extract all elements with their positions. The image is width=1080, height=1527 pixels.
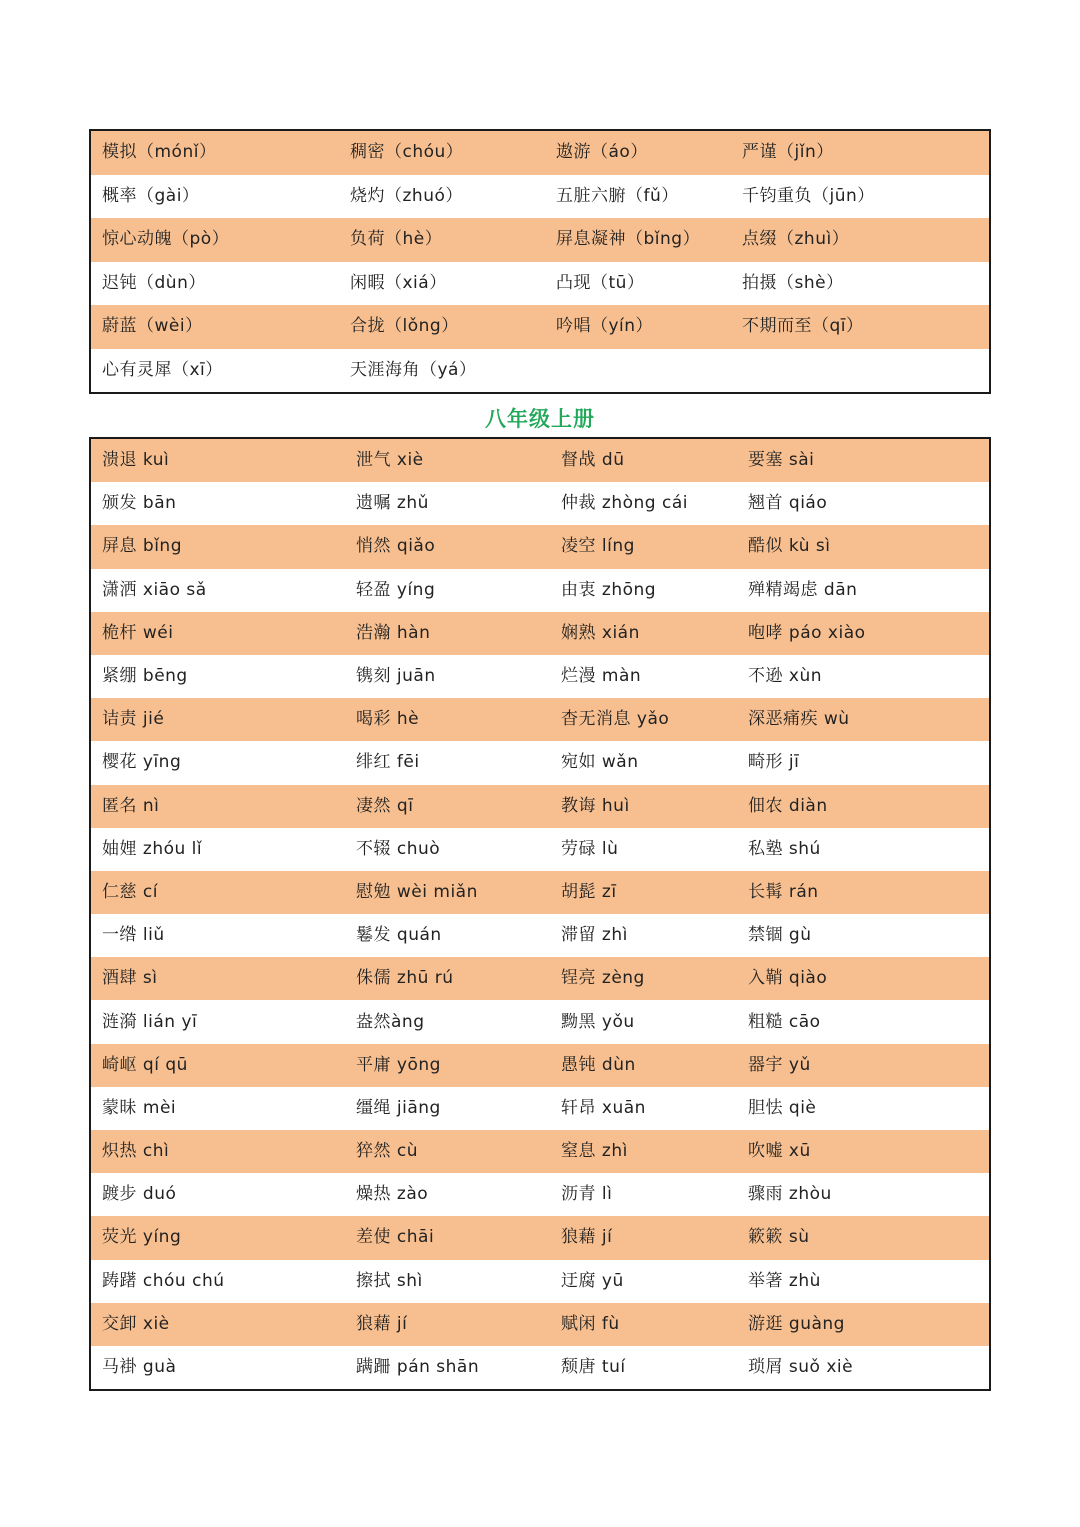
vocab-entry: 点缀（zhuì）	[742, 229, 850, 250]
vocab-entry: 樱花 yīng	[102, 752, 182, 773]
vocab-entry: 长髯 rán	[748, 881, 819, 902]
vocab-entry: 燥热 zào	[356, 1184, 429, 1205]
vocab-entry: 私塾 shú	[748, 838, 821, 859]
vocab-entry: 杳无消息 yǎo	[561, 709, 670, 730]
vocab-entry: 凌空 líng	[561, 536, 635, 557]
vocab-entry: 平庸 yōng	[356, 1054, 441, 1075]
vocab-entry: 轻盈 yíng	[356, 579, 436, 600]
vocab-entry: 佃农 diàn	[748, 795, 828, 816]
vocab-entry: 模拟（mónǐ）	[102, 142, 217, 163]
vocab-entry: 涟漪 lián yī	[102, 1011, 198, 1032]
table-row	[91, 349, 989, 393]
table-row	[91, 1087, 989, 1130]
vocab-entry: 粗糙 cāo	[748, 1011, 821, 1032]
vocab-entry: 擦拭 shì	[356, 1270, 423, 1291]
vocab-entry: 潇洒 xiāo sǎ	[102, 579, 207, 600]
vocab-entry: 不逊 xùn	[748, 666, 823, 687]
vocab-entry: 诘责 jié	[102, 709, 165, 730]
vocab-table-grade7	[89, 129, 991, 394]
table-row	[91, 828, 989, 871]
vocab-entry: 紧绷 bēng	[102, 666, 188, 687]
vocab-entry: 慰勉 wèi miǎn	[356, 881, 478, 902]
vocab-entry: 一绺 liǔ	[102, 925, 165, 946]
vocab-entry: 烂漫 màn	[561, 666, 642, 687]
vocab-entry: 酷似 kù sì	[748, 536, 831, 557]
vocab-entry: 浩瀚 hàn	[356, 622, 431, 643]
vocab-entry: 颓唐 tuí	[561, 1357, 626, 1378]
table-row	[91, 218, 989, 262]
vocab-entry: 由衷 zhōng	[561, 579, 657, 600]
vocab-entry: 要塞 sài	[748, 450, 815, 471]
vocab-entry: 深恶痛疾 wù	[748, 709, 850, 730]
vocab-entry: 侏儒 zhū rú	[356, 968, 454, 989]
table-row	[91, 612, 989, 655]
vocab-entry: 惊心动魄（pò）	[102, 229, 230, 250]
table-row	[91, 785, 989, 828]
vocab-entry: 游逛 guàng	[748, 1313, 845, 1334]
vocab-entry: 赋闲 fù	[561, 1313, 620, 1334]
vocab-entry: 桅杆 wéi	[102, 622, 174, 643]
vocab-table-grade8-vol1	[89, 437, 991, 1391]
vocab-entry: 举箸 zhù	[748, 1270, 821, 1291]
vocab-entry: 滞留 zhì	[561, 925, 628, 946]
vocab-entry: 仁慈 cí	[102, 881, 158, 902]
vocab-entry: 轩昂 xuān	[561, 1097, 646, 1118]
vocab-entry: 闲暇（xiá）	[350, 272, 447, 293]
section-heading-grade8-vol1: 八年级上册	[485, 407, 595, 431]
vocab-entry: 吟唱（yín）	[556, 316, 654, 337]
vocab-entry: 教诲 huì	[561, 795, 630, 816]
table-row	[91, 262, 989, 306]
vocab-entry: 合拢（lǒng）	[350, 316, 459, 337]
vocab-entry: 凸现（tū）	[556, 272, 645, 293]
vocab-entry: 禁锢 gù	[748, 925, 812, 946]
vocab-entry: 胆怯 qiè	[748, 1097, 817, 1118]
vocab-entry: 炽热 chì	[102, 1141, 170, 1162]
vocab-entry: 仲裁 zhòng cái	[561, 493, 688, 514]
vocab-entry: 胡髭 zī	[561, 881, 617, 902]
vocab-entry: 鬈发 quán	[356, 925, 442, 946]
table-row	[91, 1260, 989, 1303]
vocab-entry: 崎岖 qí qū	[102, 1054, 188, 1075]
vocab-entry: 猝然 cù	[356, 1141, 419, 1162]
vocab-entry: 宛如 wǎn	[561, 752, 639, 773]
vocab-entry: 不期而至（qī）	[742, 316, 864, 337]
vocab-entry: 泄气 xiè	[356, 450, 424, 471]
vocab-entry: 稠密（chóu）	[350, 142, 464, 163]
vocab-entry: 入鞘 qiào	[748, 968, 828, 989]
vocab-entry: 屏息 bǐng	[102, 536, 182, 557]
table-row	[91, 1216, 989, 1259]
table-row	[91, 175, 989, 219]
vocab-entry: 绯红 fēi	[356, 752, 420, 773]
vocab-entry: 马褂 guà	[102, 1357, 177, 1378]
table-row	[91, 655, 989, 698]
vocab-entry: 概率（gài）	[102, 185, 200, 206]
vocab-entry: 天涯海角（yá）	[350, 359, 477, 380]
vocab-entry: 溃退 kuì	[102, 450, 170, 471]
vocab-entry: 缰绳 jiāng	[356, 1097, 441, 1118]
vocab-entry: 狼藉 jí	[561, 1227, 613, 1248]
vocab-entry: 千钧重负（jūn）	[742, 185, 875, 206]
vocab-entry: 妯娌 zhóu lǐ	[102, 838, 203, 859]
vocab-entry: 镌刻 juān	[356, 666, 436, 687]
vocab-entry: 器宇 yǔ	[748, 1054, 811, 1075]
vocab-entry: 迂腐 yū	[561, 1270, 624, 1291]
vocab-entry: 吹嘘 xū	[748, 1141, 811, 1162]
table-row	[91, 871, 989, 914]
vocab-entry: 翘首 qiáo	[748, 493, 828, 514]
vocab-entry: 心有灵犀（xī）	[102, 359, 223, 380]
table-row	[91, 698, 989, 741]
vocab-entry: 簌簌 sù	[748, 1227, 810, 1248]
vocab-entry: 娴熟 xián	[561, 622, 640, 643]
vocab-entry: 蹒跚 pán shān	[356, 1357, 480, 1378]
vocab-entry: 酒肆 sì	[102, 968, 158, 989]
vocab-entry: 遨游（áo）	[556, 142, 648, 163]
vocab-entry: 劳碌 lù	[561, 838, 619, 859]
vocab-entry: 踱步 duó	[102, 1184, 177, 1205]
table-row	[91, 1346, 989, 1389]
vocab-entry: 严谨（jǐn）	[742, 142, 834, 163]
vocab-entry: 琐屑 suǒ xiè	[748, 1357, 854, 1378]
vocab-entry: 交卸 xiè	[102, 1313, 170, 1334]
vocab-entry: 狼藉 jí	[356, 1313, 408, 1334]
vocab-entry: 拍摄（shè）	[742, 272, 844, 293]
table-row	[91, 305, 989, 349]
vocab-entry: 蒙昧 mèi	[102, 1097, 177, 1118]
table-row	[91, 1130, 989, 1173]
vocab-entry: 负荷（hè）	[350, 229, 443, 250]
vocab-entry: 咆哮 páo xiào	[748, 622, 866, 643]
vocab-entry: 喝彩 hè	[356, 709, 420, 730]
table-row	[91, 957, 989, 1000]
vocab-entry: 悄然 qiǎo	[356, 536, 436, 557]
vocab-entry: 五脏六腑（fǔ）	[556, 185, 679, 206]
table-row	[91, 482, 989, 525]
vocab-entry: 锃亮 zèng	[561, 968, 645, 989]
vocab-entry: 畸形 jī	[748, 752, 800, 773]
table-row	[91, 439, 989, 482]
vocab-entry: 骤雨 zhòu	[748, 1184, 832, 1205]
vocab-entry: 沥青 lì	[561, 1184, 613, 1205]
table-row	[91, 1303, 989, 1346]
vocab-entry: 颁发 bān	[102, 493, 177, 514]
vocab-entry: 差使 chāi	[356, 1227, 435, 1248]
vocab-entry: 迟钝（dùn）	[102, 272, 206, 293]
vocab-entry: 遗嘱 zhǔ	[356, 493, 429, 514]
vocab-entry: 屏息凝神（bǐng）	[556, 229, 701, 250]
vocab-entry: 荧光 yíng	[102, 1227, 182, 1248]
vocab-entry: 愚钝 dùn	[561, 1054, 636, 1075]
vocab-entry: 烧灼（zhuó）	[350, 185, 463, 206]
table-row	[91, 1173, 989, 1216]
vocab-entry: 不辍 chuò	[356, 838, 441, 859]
vocab-entry: 殚精竭虑 dān	[748, 579, 858, 600]
table-row	[91, 914, 989, 957]
table-row	[91, 525, 989, 568]
vocab-entry: 蔚蓝（wèi）	[102, 316, 203, 337]
vocab-entry: 黝黑 yǒu	[561, 1011, 635, 1032]
vocab-entry: 踌躇 chóu chú	[102, 1270, 225, 1291]
vocab-entry: 督战 dū	[561, 450, 625, 471]
vocab-entry: 窒息 zhì	[561, 1141, 628, 1162]
table-row	[91, 131, 989, 175]
table-row	[91, 1000, 989, 1043]
vocab-entry: 盎然àng	[356, 1011, 425, 1032]
table-row	[91, 1044, 989, 1087]
vocab-entry: 凄然 qī	[356, 795, 414, 816]
table-row	[91, 569, 989, 612]
vocab-entry: 匿名 nì	[102, 795, 160, 816]
table-row	[91, 741, 989, 784]
